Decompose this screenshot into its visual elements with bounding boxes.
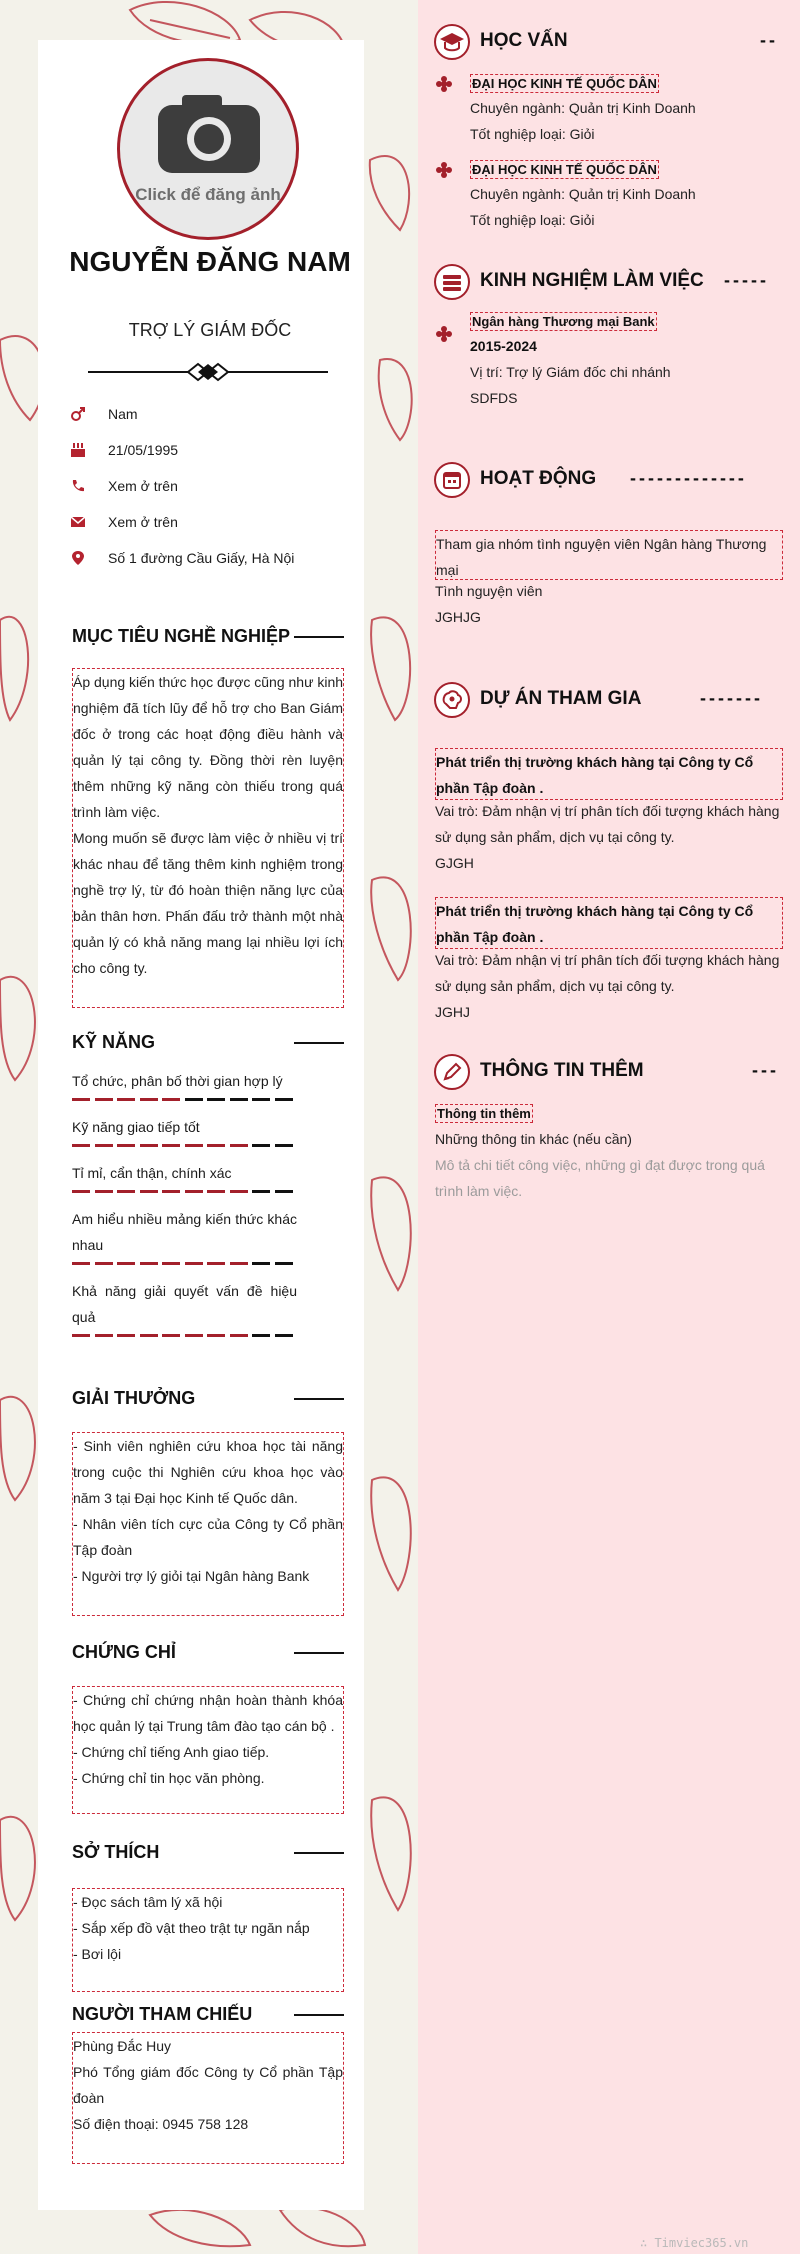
objective-paragraph-2: Mong muốn sẽ được làm việc ở nhiều vị trí khác nhau để tăng thêm kinh nghiệm trong nghề trợ lý, từ đó hoàn thiện năng lực của bản thân hơn. Phấn đấu trở thành một nhà quản lý có khả năng mang lại nhiều lợi ích cho công ty. bbox=[73, 830, 343, 976]
certificates-heading: CHỨNG CHỈ bbox=[72, 1642, 176, 1662]
hobby-line: - Đọc sách tâm lý xã hội bbox=[73, 1894, 223, 1910]
skill-dash-empty bbox=[252, 1144, 270, 1147]
activities-heading: HOẠT ĐỘNG bbox=[480, 468, 597, 489]
skill-dash-filled bbox=[162, 1262, 180, 1265]
skill-dash-empty bbox=[275, 1334, 293, 1337]
skill-bar bbox=[72, 1098, 297, 1104]
objective-heading-line bbox=[294, 636, 344, 638]
skills-heading: KỸ NĂNG bbox=[72, 1032, 156, 1052]
extra-heading: THÔNG TIN THÊM bbox=[480, 1060, 644, 1081]
education-major: Chuyên ngành: Quản trị Kinh Doanh bbox=[470, 100, 696, 116]
contact-email bbox=[70, 512, 360, 536]
objective-heading: MỤC TIÊU NGHỀ NGHIỆP bbox=[72, 626, 291, 646]
flower-bullet-icon bbox=[436, 76, 452, 92]
project-note: JGHJ bbox=[435, 1004, 470, 1020]
skill-dash-empty bbox=[230, 1098, 248, 1101]
activities-heading-dash: ------------- bbox=[630, 468, 747, 488]
book-stack-icon bbox=[434, 264, 470, 300]
skill-dash-filled bbox=[140, 1334, 158, 1337]
skill-dash-empty bbox=[252, 1098, 270, 1101]
skill-dash-filled bbox=[185, 1144, 203, 1147]
skill-label: Khả năng giải quyết vấn đề hiệu quả bbox=[72, 1283, 297, 1325]
hobby-line: - Bơi lội bbox=[73, 1946, 122, 1962]
skill-dash-filled bbox=[117, 1262, 135, 1265]
activity-note: JGHJG bbox=[435, 609, 481, 625]
skill-label: Kỹ năng giao tiếp tốt bbox=[72, 1119, 200, 1135]
skill-bar bbox=[72, 1190, 297, 1196]
project-name[interactable]: Phát triển thị trường khách hàng tại Công ty Cổ phần Tập đoàn . bbox=[435, 748, 783, 800]
hobbies-heading: SỞ THÍCH bbox=[72, 1842, 160, 1862]
award-line: - Người trợ lý giỏi tại Ngân hàng Bank bbox=[73, 1568, 310, 1584]
skill-dash-filled bbox=[95, 1098, 113, 1101]
objective-text[interactable] bbox=[72, 668, 344, 1008]
education-grade: Tốt nghiệp loại: Giỏi bbox=[470, 212, 595, 228]
flower-bullet-icon bbox=[436, 162, 452, 178]
education-grade: Tốt nghiệp loại: Giỏi bbox=[470, 126, 595, 142]
job-title: TRỢ LÝ GIÁM ĐỐC bbox=[128, 320, 292, 340]
project-note: GJGH bbox=[435, 855, 474, 871]
award-line: - Sinh viên nghiên cứu khoa học tài năng trong cuộc thi Nghiên cứu khoa học vào năm 3 tại Đại học Kinh tế Quốc dân. bbox=[73, 1438, 343, 1506]
experience-heading-dash: ----- bbox=[724, 270, 769, 290]
skill-dash-filled bbox=[140, 1262, 158, 1265]
birthday-value: 21/05/1995 bbox=[108, 442, 179, 458]
skill-label: Tỉ mỉ, cẩn thận, chính xác bbox=[72, 1165, 232, 1181]
education-school[interactable]: ĐẠI HỌC KINH TẾ QUỐC DÂN bbox=[472, 162, 657, 177]
skill-dash-filled bbox=[162, 1098, 180, 1101]
skill-dash-filled bbox=[72, 1334, 90, 1337]
gender-value: Nam bbox=[108, 406, 138, 422]
objective-paragraph-1: Áp dụng kiến thức học được cũng như kinh nghiệm đã tích lũy để hỗ trợ cho Ban Giám đốc ở trong các hoạt động điều hành và quản lý tại công ty. Đồng thời rèn luyện thêm những kỹ năng còn thiếu trong quá trình làm việc. bbox=[73, 674, 344, 820]
skill-dash-filled bbox=[140, 1098, 158, 1101]
gender-icon bbox=[70, 406, 86, 422]
skill-dash-filled bbox=[95, 1190, 113, 1193]
graduation-cap-icon bbox=[434, 24, 470, 60]
skill-dash-filled bbox=[230, 1262, 248, 1265]
skill-dash-empty bbox=[185, 1098, 203, 1101]
skill-dash-filled bbox=[117, 1098, 135, 1101]
references-heading-line bbox=[294, 2014, 344, 2016]
camera-icon bbox=[154, 95, 264, 179]
projects-heading: DỰ ÁN THAM GIA bbox=[480, 688, 642, 709]
skill-dash-filled bbox=[185, 1334, 203, 1337]
awards-text[interactable] bbox=[72, 1432, 344, 1616]
awards-heading-line bbox=[294, 1398, 344, 1400]
extra-placeholder[interactable]: Mô tả chi tiết công việc, những gì đạt được trong quá trình làm việc. bbox=[435, 1157, 765, 1199]
extra-tag[interactable]: Thông tin thêm bbox=[437, 1106, 531, 1121]
email-icon bbox=[70, 514, 86, 530]
references-text[interactable] bbox=[72, 2032, 344, 2164]
calendar-activity-icon bbox=[434, 462, 470, 498]
skill-dash-filled bbox=[140, 1144, 158, 1147]
award-line: - Nhân viên tích cực của Công ty Cổ phần Tập đoàn bbox=[73, 1516, 343, 1558]
skill-dash-empty bbox=[252, 1190, 270, 1193]
skill-dash-filled bbox=[207, 1190, 225, 1193]
skill-dash-filled bbox=[185, 1190, 203, 1193]
avatar-upload[interactable] bbox=[117, 58, 299, 240]
skill-dash-empty bbox=[252, 1262, 270, 1265]
skill-dash-filled bbox=[117, 1334, 135, 1337]
contact-phone bbox=[70, 476, 360, 500]
skill-item bbox=[72, 1068, 297, 1094]
certificates-heading-line bbox=[294, 1652, 344, 1654]
watermark: ∴ Timviec365.vn bbox=[640, 2236, 749, 2250]
skill-dash-empty bbox=[275, 1144, 293, 1147]
phone-icon bbox=[70, 478, 86, 494]
skill-label: Am hiểu nhiều mảng kiến thức khác nhau bbox=[72, 1211, 297, 1253]
activity-description[interactable]: Tham gia nhóm tình nguyện viên Ngân hàng Thương mại bbox=[435, 530, 783, 580]
avatar-caption: Click để đăng ảnh bbox=[135, 185, 281, 204]
certificate-line: - Chứng chỉ tin học văn phòng. bbox=[73, 1770, 265, 1786]
skill-dash-filled bbox=[72, 1262, 90, 1265]
address-value: Số 1 đường Cầu Giấy, Hà Nội bbox=[108, 550, 295, 566]
candidate-name: NGUYỄN ĐĂNG NAM bbox=[69, 246, 351, 277]
contact-birthday bbox=[70, 440, 360, 464]
skill-dash-filled bbox=[72, 1190, 90, 1193]
skill-bar bbox=[72, 1334, 297, 1340]
skill-dash-empty bbox=[275, 1190, 293, 1193]
skill-dash-filled bbox=[230, 1190, 248, 1193]
certificate-line: - Chứng chỉ chứng nhận hoàn thành khóa học quản lý tại Trung tâm đào tạo cán bộ . bbox=[73, 1692, 343, 1734]
skill-dash-filled bbox=[207, 1334, 225, 1337]
project-role: Vai trò: Đảm nhận vị trí phân tích đối tượng khách hàng sử dụng sản phẩm, dịch vụ tại công ty. bbox=[435, 803, 780, 845]
pen-icon bbox=[434, 1054, 470, 1090]
skill-bar bbox=[72, 1262, 297, 1268]
reference-line: Số điện thoại: 0945 758 128 bbox=[73, 2116, 249, 2132]
education-heading: HỌC VẤN bbox=[480, 30, 568, 51]
hobby-line: - Sắp xếp đồ vật theo trật tự ngăn nắp bbox=[73, 1920, 310, 1936]
hobbies-heading-line bbox=[294, 1852, 344, 1854]
skill-bar bbox=[72, 1144, 297, 1150]
phone-value: Xem ở trên bbox=[108, 478, 178, 494]
certificate-line: - Chứng chỉ tiếng Anh giao tiếp. bbox=[73, 1744, 270, 1760]
skill-dash-empty bbox=[252, 1334, 270, 1337]
skill-item bbox=[72, 1114, 297, 1140]
reference-line: Phùng Đắc Huy bbox=[73, 2038, 172, 2054]
skill-item bbox=[72, 1206, 297, 1258]
awards-heading: GIẢI THƯỞNG bbox=[72, 1388, 196, 1408]
extra-heading-dash: --- bbox=[752, 1060, 779, 1080]
skill-dash-filled bbox=[95, 1262, 113, 1265]
skill-dash-filled bbox=[207, 1144, 225, 1147]
email-value: Xem ở trên bbox=[108, 514, 178, 530]
education-school[interactable]: ĐẠI HỌC KINH TẾ QUỐC DÂN bbox=[472, 76, 657, 91]
skill-dash-filled bbox=[72, 1098, 90, 1101]
location-pin-icon bbox=[70, 550, 86, 566]
name-divider bbox=[88, 362, 328, 382]
activity-role: Tình nguyện viên bbox=[435, 583, 543, 599]
references-heading: NGƯỜI THAM CHIẾU bbox=[72, 2004, 253, 2024]
skill-dash-filled bbox=[162, 1144, 180, 1147]
project-role: Vai trò: Đảm nhận vị trí phân tích đối tượng khách hàng sử dụng sản phẩm, dịch vụ tại công ty. bbox=[435, 952, 780, 994]
experience-heading: KINH NGHIỆM LÀM VIỆC bbox=[480, 270, 704, 291]
skills-heading-line bbox=[294, 1042, 344, 1044]
skill-dash-filled bbox=[230, 1144, 248, 1147]
skill-dash-filled bbox=[207, 1262, 225, 1265]
experience-period: 2015-2024 bbox=[470, 338, 537, 354]
skill-item bbox=[72, 1278, 297, 1330]
skill-dash-filled bbox=[162, 1190, 180, 1193]
reference-line: Phó Tổng giám đốc Công ty Cổ phần Tập đoàn bbox=[73, 2064, 343, 2106]
skill-dash-empty bbox=[275, 1098, 293, 1101]
experience-position: Vị trí: Trợ lý Giám đốc chi nhánh bbox=[470, 364, 671, 380]
skill-dash-filled bbox=[95, 1334, 113, 1337]
hobbies-text[interactable] bbox=[72, 1888, 344, 1992]
project-name[interactable]: Phát triển thị trường khách hàng tại Công ty Cổ phần Tập đoàn . bbox=[435, 897, 783, 949]
certificates-text[interactable] bbox=[72, 1686, 344, 1814]
education-heading-dash: -- bbox=[760, 30, 778, 50]
skill-dash-filled bbox=[162, 1334, 180, 1337]
experience-company[interactable]: Ngân hàng Thương mại Bank bbox=[472, 314, 655, 329]
contact-address bbox=[70, 548, 360, 572]
contact-gender bbox=[70, 404, 360, 428]
skill-dash-filled bbox=[230, 1334, 248, 1337]
projects-heading-dash: ------- bbox=[700, 688, 763, 708]
skill-dash-filled bbox=[72, 1144, 90, 1147]
skill-dash-empty bbox=[275, 1262, 293, 1265]
skill-dash-filled bbox=[95, 1144, 113, 1147]
education-major: Chuyên ngành: Quản trị Kinh Doanh bbox=[470, 186, 696, 202]
skill-dash-filled bbox=[185, 1262, 203, 1265]
calendar-icon bbox=[70, 442, 86, 458]
skill-dash-filled bbox=[117, 1190, 135, 1193]
skill-dash-empty bbox=[207, 1098, 225, 1101]
skill-dash-filled bbox=[140, 1190, 158, 1193]
flower-bullet-icon bbox=[436, 326, 452, 342]
experience-note: SDFDS bbox=[470, 390, 518, 406]
brain-idea-icon bbox=[434, 682, 470, 718]
skill-dash-filled bbox=[117, 1144, 135, 1147]
skill-label: Tổ chức, phân bố thời gian hợp lý bbox=[72, 1073, 283, 1089]
skill-item bbox=[72, 1160, 297, 1186]
extra-line: Những thông tin khác (nếu cần) bbox=[435, 1131, 632, 1147]
